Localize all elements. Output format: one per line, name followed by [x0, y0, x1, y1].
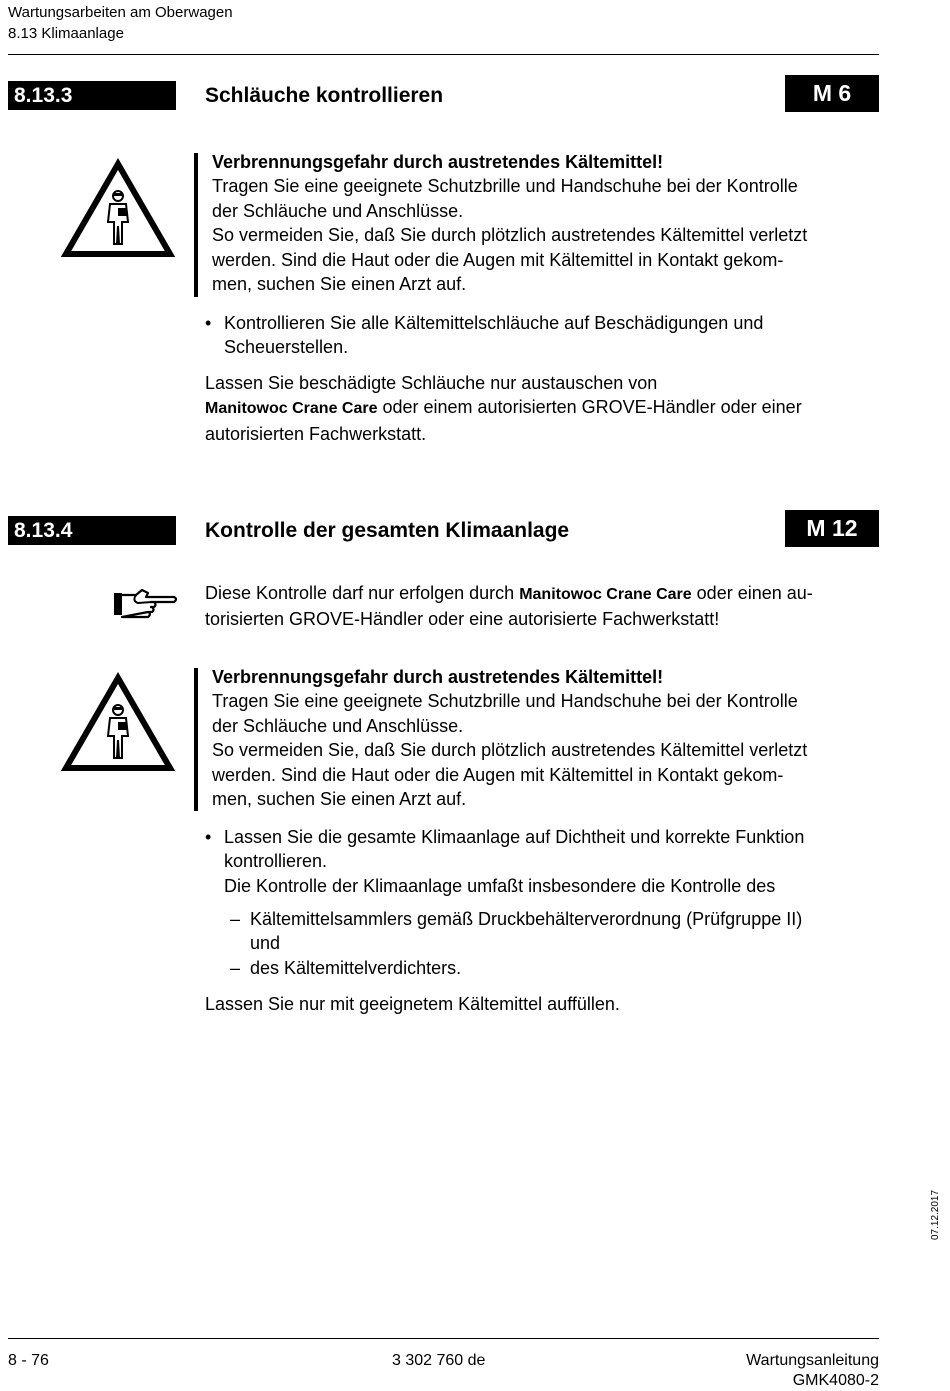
bullet-line: Die Kontrolle der Klimaanlage umfaßt insbesondere die Kontrolle des [224, 875, 776, 896]
warning-line: So vermeiden Sie, daß Sie durch plötzlich austretendes Kältemittel verletzt [212, 740, 808, 761]
warning-triangle-icon [60, 158, 176, 260]
bullet-item [224, 825, 884, 898]
brand-name: Manitowoc Crane Care [519, 586, 692, 603]
note-text: Diese Kontrolle darf nur erfolgen durch [205, 583, 520, 603]
replacement-paragraph [205, 371, 883, 446]
closing-paragraph: Lassen Sie nur mit geeignetem Kältemittel auffüllen. [205, 994, 620, 1014]
bullet-line: kontrollieren. [224, 851, 328, 872]
warning-block [212, 665, 882, 811]
manual-title [746, 1351, 879, 1391]
dash-line: und [250, 933, 281, 954]
note-line [205, 581, 883, 607]
warning-line: der Schläuche und Anschlüsse. [212, 200, 464, 221]
dash-symbol: – [230, 909, 241, 929]
page-number: 8 - 76 [8, 1352, 49, 1369]
warning-triangle-icon [60, 672, 176, 774]
dash-item: des Kältemittelverdichters. [250, 958, 462, 978]
bullet-line: Kontrollieren Sie alle Kältemittelschläuche auf Beschädigungen und [224, 313, 764, 333]
person-with-goggles-icon [108, 191, 128, 244]
bullet-item [224, 311, 884, 360]
warning-line: So vermeiden Sie, daß Sie durch plötzlich austretendes Kältemittel verletzt [212, 225, 808, 246]
bullet-line: Lassen Sie die gesamte Klimaanlage auf Dichtheit und korrekte Funktion [224, 827, 805, 847]
warning-title: Verbrennungsgefahr durch austretendes Kältemittel! [212, 152, 664, 172]
warning-line: werden. Sind die Haut oder die Augen mit Kältemittel in Kontakt gekom- [212, 249, 784, 270]
dash-line: Kältemittelsammlers gemäß Druckbehälterverordnung (Prüfgruppe II) [250, 909, 803, 929]
pointing-hand-icon [112, 587, 178, 621]
header-subchapter: 8.13 Klimaanlage [8, 25, 124, 42]
authorization-note [205, 581, 883, 632]
warning-bar [194, 668, 198, 811]
warning-title: Verbrennungsgefahr durch austretendes Kältemittel! [212, 667, 664, 687]
dash-item [250, 907, 884, 956]
maintenance-interval-badge: M 6 [785, 75, 879, 112]
warning-bar [194, 153, 198, 297]
warning-line: Tragen Sie eine geeignete Schutzbrille und Handschuhe bei der Kontrolle [212, 691, 798, 712]
person-with-goggles-icon [108, 705, 128, 758]
warning-line: werden. Sind die Haut oder die Augen mit Kältemittel in Kontakt gekom- [212, 764, 784, 785]
warning-line: men, suchen Sie einen Arzt auf. [212, 274, 467, 295]
warning-line: der Schläuche und Anschlüsse. [212, 715, 464, 736]
note-line: torisierten GROVE-Händler oder eine autorisierte Fachwerkstatt! [205, 609, 720, 630]
section-title: Kontrolle der gesamten Klimaanlage [205, 519, 570, 542]
bullet-symbol: • [205, 313, 212, 333]
bullet-symbol: • [205, 827, 212, 847]
warning-line: men, suchen Sie einen Arzt auf. [212, 789, 467, 810]
dash-symbol: – [230, 958, 241, 978]
paragraph-line [205, 395, 883, 421]
section-number: 8.13.3 [8, 81, 176, 110]
document-number: 3 302 760 de [392, 1352, 486, 1369]
header-rule [8, 54, 879, 55]
header-chapter: Wartungsarbeiten am Oberwagen [8, 4, 233, 21]
brand-name: Manitowoc Crane Care [205, 400, 378, 418]
note-text: oder einen au- [691, 583, 813, 603]
manual-model: GMK4080-2 [792, 1372, 879, 1389]
warning-block [212, 150, 882, 296]
section-title: Schläuche kontrollieren [205, 84, 444, 107]
warning-line: Tragen Sie eine geeignete Schutzbrille und Handschuhe bei der Kontrolle [212, 176, 798, 197]
side-date: 07.12.2017 [930, 1189, 941, 1240]
maintenance-interval-badge: M 12 [785, 510, 879, 547]
bullet-line: Scheuerstellen. [224, 337, 349, 358]
manual-title-line: Wartungsanleitung [746, 1352, 879, 1369]
paragraph-line: Lassen Sie beschädigte Schläuche nur austauschen von [205, 373, 658, 393]
section-number: 8.13.4 [8, 516, 176, 545]
paragraph-line: autorisierten Fachwerkstatt. [205, 423, 427, 444]
paragraph-text: oder einem autorisierten GROVE-Händler oder einer [377, 397, 802, 418]
footer-rule [8, 1338, 879, 1339]
